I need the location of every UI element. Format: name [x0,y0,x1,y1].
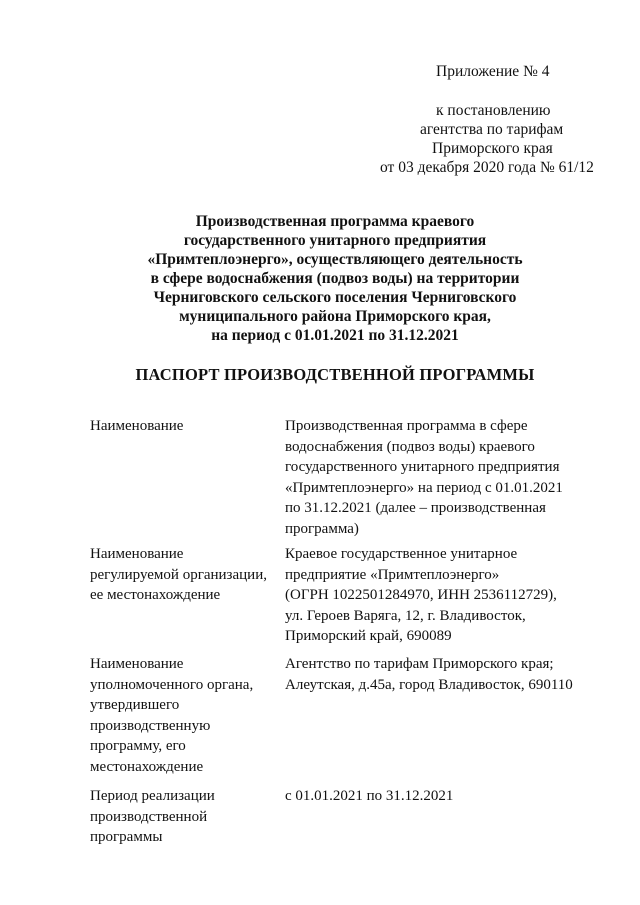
value-line: (ОГРН 1022501284970, ИНН 2536112729), [285,587,557,603]
passport-row-value [285,544,585,647]
value-line: программа) [285,520,359,537]
passport-row-label [90,416,280,437]
value-line: государственного унитарного предприятия [285,459,560,475]
label-line: Период реализации [90,788,215,804]
passport-row-value [285,416,585,539]
program-title [130,212,540,345]
program-title-line: государственного унитарного предприятия [183,232,487,249]
label-line: программы [90,829,163,845]
label-line: местонахождение [90,758,204,775]
appendix-line: агентства по тарифам [420,121,564,138]
label-line: программу, его [90,738,186,754]
passport-row-value [285,786,585,807]
label-line: регулируемой организации, [90,566,267,583]
value-line: Производственная программа в сфере [285,418,528,434]
value-line: с 01.01.2021 по 31.12.2021 [285,788,454,804]
passport-row-label [90,654,280,777]
label-line: Наименование [90,656,184,672]
value-line: Краевое государственное унитарное [285,546,518,562]
passport-row-label [90,544,280,606]
value-line: ул. Героев Варяга, 12, г. Владивосток, [285,607,526,624]
program-title-line: Производственная программа краевого [195,213,475,230]
program-title-line: на период с 01.01.2021 по 31.12.2021 [211,327,459,344]
appendix-line: Приморского края [432,140,553,157]
label-line: производственную [90,717,211,734]
value-line: Агентство по тарифам Приморского края; [285,656,554,672]
label-line: утвердившего [90,697,180,713]
value-line: Алеутская, д.45а, город Владивосток, 690110 [285,676,573,693]
label-line: Наименование [90,546,184,562]
label-line: ее местонахождение [90,587,221,603]
program-title-line: Черниговского сельского поселения Черниговского [153,289,517,306]
appendix-line: к постановлению [436,102,551,119]
value-line: Приморский край, 690089 [285,628,452,644]
program-title-line: муниципального района Приморского края, [179,308,491,325]
label-line: Наименование [90,418,184,434]
appendix-header [380,62,620,177]
value-line: предприятие «Примтеплоэнерго» [285,566,500,583]
passport-title: ПАСПОРТ ПРОИЗВОДСТВЕННОЙ ПРОГРАММЫ [135,365,535,384]
program-title-line: в сфере водоснабжения (подвоз воды) на территории [150,270,520,287]
value-line: «Примтеплоэнерго» на период с 01.01.2021 [285,479,563,496]
appendix-title: Приложение № 4 [436,63,550,80]
passport-row-value [285,654,585,695]
passport-row-label [90,786,280,848]
appendix-line: от 03 декабря 2020 года № 61/12 [380,159,594,176]
program-title-line: «Примтеплоэнерго», осуществляющего деятельность [147,251,523,268]
value-line: водоснабжения (подвоз воды) краевого [285,438,535,455]
value-line: по 31.12.2021 (далее – производственная [285,500,546,516]
label-line: уполномоченного органа, [90,676,254,693]
label-line: производственной [90,808,208,825]
